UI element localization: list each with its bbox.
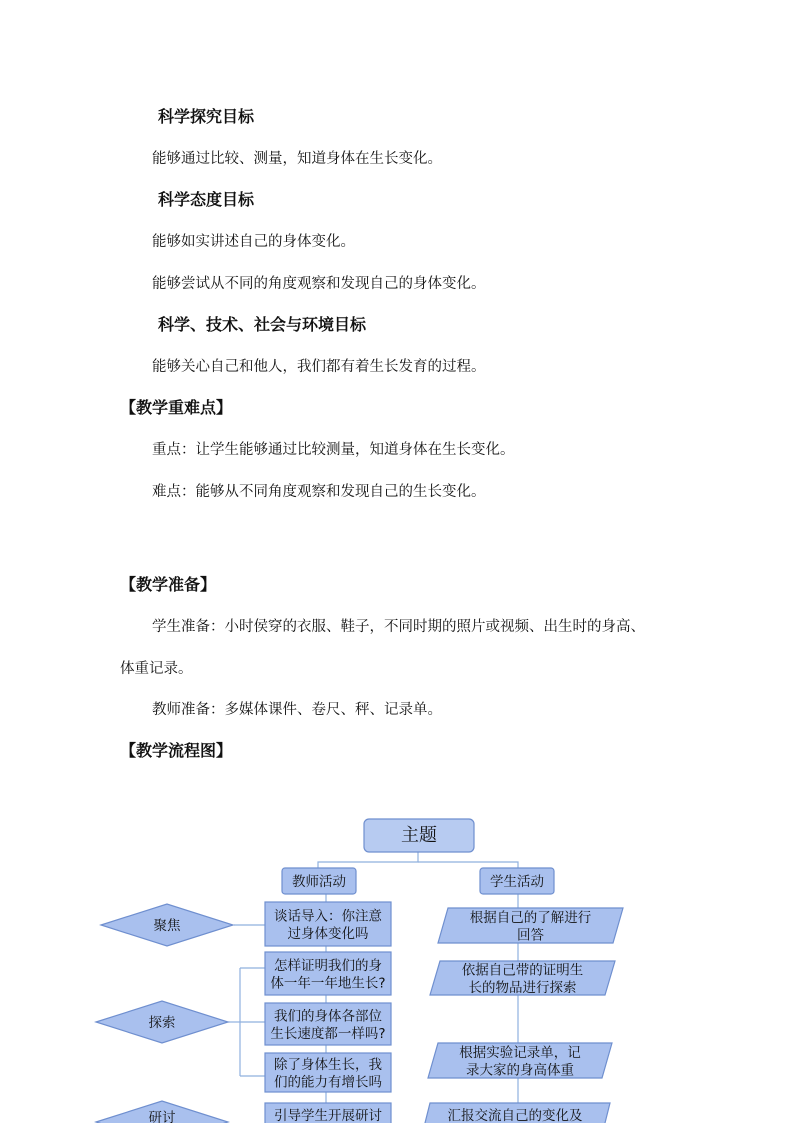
student-activity-header-label: 学生活动	[490, 874, 544, 890]
student-preparation-cont: 体重记录。	[120, 661, 193, 677]
stage-label: 探索	[148, 1015, 176, 1031]
objective-text: 能够关心自己和他人，我们都有着生长发育的过程。	[152, 359, 486, 375]
key-point-focus: 重点：让学生能够通过比较测量，知道身体在生长变化。	[152, 442, 515, 458]
section-heading-attitude: 科学态度目标	[158, 190, 255, 209]
teacher-preparation: 教师准备：多媒体课件、卷尺、秤、记录单。	[152, 702, 442, 718]
key-point-difficulty: 难点：能够从不同角度观察和发现自己的生长变化。	[152, 484, 486, 500]
flowchart-shapes	[96, 819, 623, 1123]
student-activity-text: 根据自己的了解进行回答	[469, 909, 592, 944]
teacher-activity-header-label: 教师活动	[292, 874, 346, 890]
student-activity-text: 依据自己带的证明生长的物品进行探索	[461, 962, 584, 996]
key-points-title: 【教学重难点】	[120, 398, 233, 417]
teacher-activity-text: 除了身体生长，我们的能力有增长吗	[274, 1056, 382, 1091]
teacher-activity-text: 我们的身体各部位生长速度都一样吗?	[270, 1008, 386, 1042]
preparation-title: 【教学准备】	[120, 575, 217, 594]
connector-theme-teacher	[318, 852, 418, 868]
objective-text: 能够尝试从不同的角度观察和发现自己的身体变化。	[152, 276, 486, 292]
teacher-activity-text: 谈话导入：你注意过身体变化吗	[274, 908, 382, 942]
section-heading-stse: 科学、技术、社会与环境目标	[158, 315, 367, 334]
connector-theme-student	[418, 862, 518, 868]
stage-label: 研讨	[148, 1110, 176, 1123]
stage-label: 聚焦	[153, 918, 181, 934]
teacher-activity-text: 引导学生开展研讨	[274, 1108, 382, 1123]
section-heading-inquiry: 科学探究目标	[158, 107, 255, 126]
student-activity-text: 根据实验记录单，记录大家的身高体重	[459, 1044, 581, 1079]
theme-label: 主题	[401, 825, 437, 846]
flowchart-title: 【教学流程图】	[120, 741, 233, 760]
objective-text: 能够通过比较、测量，知道身体在生长变化。	[152, 151, 442, 167]
teacher-activity-text: 怎样证明我们的身体一年一年地生长?	[270, 957, 386, 992]
student-preparation: 学生准备：小时侯穿的衣服、鞋子，不同时期的照片或视频、出生时的身高、	[152, 619, 645, 635]
objective-text: 能够如实讲述自己的身体变化。	[152, 234, 355, 250]
student-activity-text: 汇报交流自己的变化及	[447, 1108, 583, 1123]
